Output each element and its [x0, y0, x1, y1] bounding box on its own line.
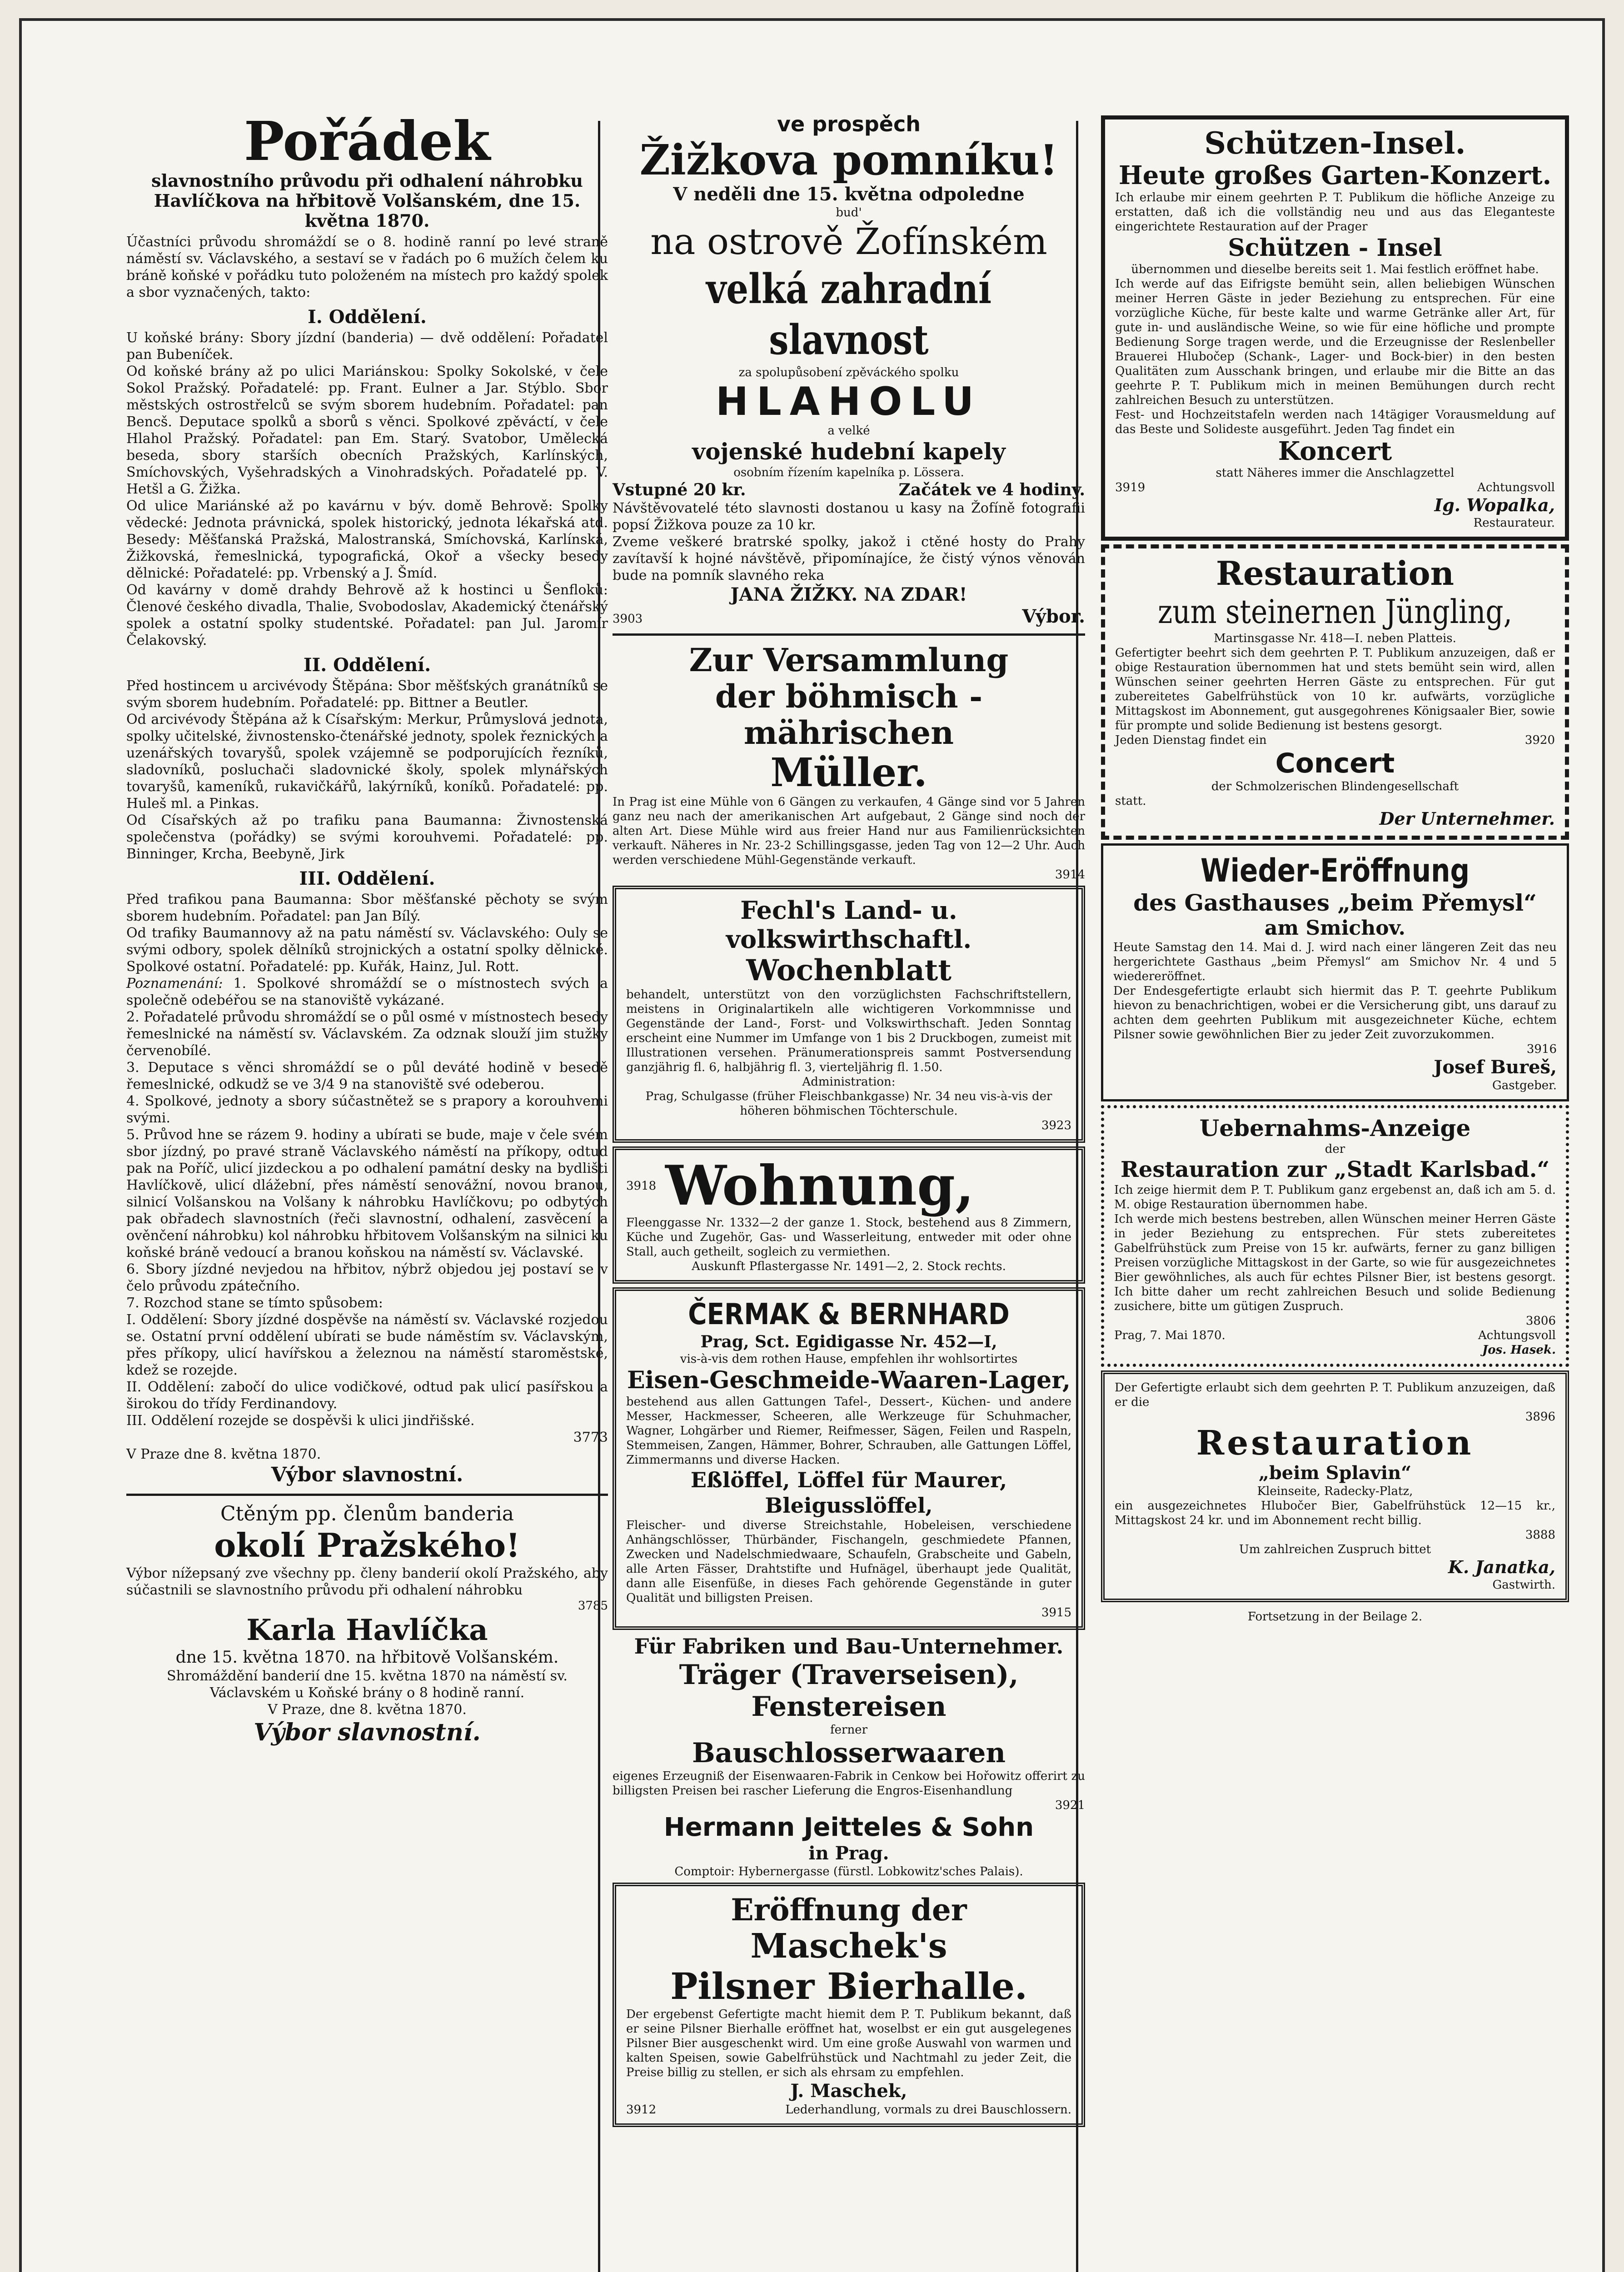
ad-headline: V neděli dne 15. května odpoledne — [673, 184, 1025, 205]
ad-text: ferner — [830, 1723, 867, 1737]
ad-text: Administration: — [802, 1075, 896, 1089]
ad-number: 3912 — [626, 2103, 657, 2117]
note-item: 5. Průvod hne se rázem 9. hodiny a ubírati se bude, maje v čele svém sbor jízdný, po pravé straně Václavského náměstí na příkopy, odtud pak na Poříč, ulicí jizdeckou a po odhalení památní desky na bydlišti Havlíčkově, ulicí dlážební, přes náměstí senovážní, novou branou, silnicí Volšanskou na Volšany k náhrobku Havlíčkovu; po odbytých pak obřadech slavnostních (řeči slavnostní, odhalení, zasvěcení a ověnčení náhrobku) kol náhrobku hřbitovem Volšanským na silnici ku koňské bráně vedoucí a branou koňskou na náměstí sv. Václavské. — [126, 1127, 608, 1261]
divider — [126, 1494, 608, 1496]
ad-text: Der Endesgefertigte erlaubt sich hiermit das P. T. geehrte Publikum hievon zu benachrichtigen, wobei er die Versicherung gibt, uns darauf zu achten dem geehrten Publikum mit ausgezeichneter Küche, echtem Pilsner sowie gewöhnlichen Bier zu jeder Zeit zuvorzukommen. — [1113, 984, 1557, 1041]
ad-headline: der böhmisch - mährischen — [715, 678, 983, 752]
note-item: 1. Spolkové shromáždí se o místnostech svých a společně odebéřou se na stanoviště vykázané. — [126, 976, 608, 1008]
splavin-ad — [1101, 1370, 1569, 1602]
ad-text: übernommen und dieselbe bereits seit 1. Mai festlich eröffnet habe. — [1131, 263, 1539, 276]
ad-text: Návštěvovatelé této slavnosti dostanou u kasy na Žofíně fotografii popsí Žižkova pouze za 10 kr. — [613, 500, 1085, 533]
ad-text: Ich zeige hiermit dem P. T. Publikum ganz ergebenst an, daß ich am 5. d. M. obige Restauration übernommen habe. — [1114, 1183, 1556, 1211]
dateline: V Praze dne 8. května 1870. — [126, 1446, 321, 1462]
paragraph: Od koňské brány až po ulici Mariánskou: Spolky Sokolské, v čele Sokol Pražský. Pořadatelé: pp. Frant. Eulner a Jar. Stýblo. Sbor městských ostrostřelců se svým sborem hudebním. Pořadatel: pan Bencš. Deputace spolků a sborů s věnci. Spolkové zpěváctí, v čele Hlahol Pražský. Pořadatel: pan Em. Starý. Svatobor, Umělecká beseda, sbory starších obecních Pražských, Karlínských, Smíchovských, Vyšehradských a Vinohradských. Pořadatelé pp. V. Hetšl a G. Žižka. — [126, 364, 608, 497]
steinerner-juengling-ad — [1101, 544, 1569, 840]
ad-text: Um zahlreichen Zuspruch bittet — [1239, 1543, 1431, 1556]
column-3 — [1101, 112, 1569, 1624]
note-item: II. Oddělení: zabočí do ulice vodičkové, odtud pak ulicí pasířskou a širokou do třídy Ferdinandovy. — [126, 1379, 608, 1412]
ad-headline: Concert — [1275, 747, 1395, 779]
signature: Der Unternehmer. — [1379, 808, 1555, 829]
signature: Výbor. — [1022, 606, 1085, 627]
ad-headline: Restauration — [1216, 554, 1454, 593]
ad-text: dne 15. května 1870. na hřbitově Volšanském. — [175, 1648, 559, 1667]
ad-text: bestehend aus allen Gattungen Tafel-, Dessert-, Küchen- und andere Messer, Hackmesser, Scheeren, alle Werkzeuge für Schuhmacher, Wagner, Lohgärber und Riemer, Reifmesser, Sägen, Feilen und Raspeln, Stemmeisen, Zangen, Hämmer, Bohrer, Schrauben, alle Gattungen Löffel, Zimmermanns und diverse Hacken. — [626, 1395, 1071, 1467]
ad-text: Auskunft Pflastergasse Nr. 1491—2, 2. Stock rechts. — [692, 1260, 1006, 1273]
footer-note: Fortsetzung in der Beilage 2. — [1247, 1610, 1423, 1624]
ad-number: 3920 — [1524, 733, 1555, 747]
signature: Výbor slavnostní. — [271, 1463, 463, 1486]
note-heading: Poznamenání: — [126, 976, 223, 992]
ad-text: Heute Samstag den 14. Mai d. J. wird nach einer längeren Zeit das neu hergerichtete Gasthaus „beim Přemysl“ am Smichov Nr. 4 und 5 wiedereröffnet. — [1113, 941, 1557, 983]
paragraph: Od Císařských až po trafiku pana Baumanna: Živnostenská společenstva (pořádky) se svými korouhvemi. Pořadatelé: pp. Binninger, Krcha, Beebyně, Jirk — [126, 812, 608, 862]
ad-headline: Schützen - Insel — [1228, 234, 1442, 262]
note-item: 2. Pořadatelé průvodu shromáždí se o půl osmé v místnostech besedy řemeslnické na náměstí sv. Václavském. Za odznak slouží jim stužky červenobílé. — [126, 1009, 608, 1059]
ad-text: statt. — [1115, 794, 1146, 808]
ad-number: 3919 — [1115, 481, 1146, 494]
ad-headline: „beim Splavin“ — [1258, 1462, 1412, 1484]
ad-text: Ich werde mich bestens bestreben, allen Wünschen meiner Herren Gäste in jeder Beziehung zu entsprechen. Für stets zubereitetes Gabelfrühstück zum Preise von 15 kr. aufwärts, ferner zu ganz billigen Preisen vorzügliche Mittagskost in der Garte, so wie für ausgezeichnetes Bier gewöhnliches, als auch für echtes Pilsner Bier, ist bestens gesorgt. Ich bitte daher um recht zahlreichen Besuch und solide Bedienung zusichere, bitte um gütigen Zuspruch. — [1114, 1212, 1556, 1313]
ad-headline: Heute großes Garten-Konzert. — [1118, 160, 1552, 190]
ad-headline: Ctěným pp. členům banderia — [220, 1502, 514, 1525]
ad-text: Martinsgasse Nr. 418—I. neben Platteis. — [1214, 632, 1456, 645]
ad-headline: Uebernahms-Anzeige — [1199, 1115, 1471, 1141]
ad-headline: na ostrově Žofínském — [650, 220, 1047, 263]
ad-headline: ve prospěch — [777, 112, 921, 136]
ad-text: Ich erlaube mir einem geehrten P. T. Publikum die höfliche Anzeige zu erstatten, daß ich die vollständig neu und aus das Eleganteste eingerichtete Restauration auf der Prager — [1115, 191, 1555, 234]
ad-text: statt Näheres immer die Anschlagzettel — [1216, 466, 1455, 480]
ad-text: bud' — [836, 206, 862, 219]
procession-title: Pořádek — [244, 110, 491, 173]
note-item: 4. Spolkové, jednoty a sbory súčastnětež se s prapory a korouhvemi svými. — [126, 1093, 608, 1126]
ad-headline: Eröffnung der — [731, 1892, 967, 1928]
ad-number: 3785 — [578, 1599, 608, 1613]
ad-headline: Wieder-Eröffnung — [1200, 852, 1470, 889]
ad-text: In Prag ist eine Mühle von 6 Gängen zu verkaufen, 4 Gänge sind vor 5 Jahren ganz neu nach der amerikanischen Art aufgebaut, 2 Gänge sind noch der alten Art. Diese Mühle wird aus freier Hand nur aus Familienrücksichten verkauft. Näheres in Nr. 23-2 Schillingsgasse, jeden Tag von 12—2 Uhr. Auch werden verschiedene Mühl-Gegenstände verkauft. — [613, 795, 1085, 867]
ad-text: der Schmolzerischen Blindengesellschaft — [1211, 780, 1459, 793]
ad-headline: Zur Versammlung — [689, 641, 1009, 679]
ad-text: vis-à-vis dem rothen Hause, empfehlen ihr wohlsortirtes — [680, 1352, 1018, 1366]
ad-headline: Müller. — [770, 750, 927, 796]
ad-text: behandelt, unterstützt von den vorzüglichsten Fachschriftstellern, meistens in Originalartikeln alle wichtigeren Vorkommnisse und Gegenstände der Land-, Forst- und Volkswirthschaft. Jeden Sonntag erscheint eine Nummer im Umfange von 1 bis 2 Druckbogen, zumeist mit Illustrationen versehen. Pränumerationspreis sammt Postversendung ganzjährig fl. 6, halbjährig fl. 3, vierteljährig fl. 1.50. — [626, 988, 1071, 1074]
note-item: 3. Deputace s věnci shromáždí se o půl deváté hodině v besedě řemeslnické, odkudž se ve 3/4 9 na stanoviště své odeberou. — [126, 1060, 608, 1092]
note-item: 7. Rozchod stane se tímto spůsobem: — [126, 1295, 383, 1311]
ad-text: Der Gefertigte erlaubt sich dem geehrten P. T. Publikum anzuzeigen, daß er die — [1115, 1381, 1555, 1409]
section-heading: III. Oddělení. — [299, 868, 435, 889]
ad-headline: Maschek's — [750, 1927, 947, 1966]
wohnung-ad — [613, 1146, 1085, 1284]
ad-text: Lederhandlung, vormals zu drei Bauschlossern. — [785, 2103, 1071, 2117]
schuetzen-insel-ad — [1101, 115, 1569, 541]
signature: Ig. Wopalka, — [1434, 495, 1555, 515]
ad-headline: des Gasthauses „beim Přemysl“ — [1133, 889, 1537, 916]
ad-text: der — [1325, 1142, 1345, 1156]
column-1 — [126, 112, 608, 1747]
section-heading: I. Oddělení. — [308, 306, 427, 328]
ad-text: Ich werde auf das Eifrigste bemüht sein, allen beliebigen Wünschen meiner Herren Gäste in jeder Beziehung zu entsprechen. Für eine vorzügliche Küche, für beste kalte und warme Getränke aller Art, für gute in- und ausländische Weine, so wie für eine höfliche und prompte Bedienung Sorge tragen werde, und die Erzeugnisse der Reslenbeller Brauerei Hlubočep (Schank-, Lager- und Bock-bier) in den besten Qualitäten zum Ausschank bringen, und erlaube mir die Bitte an das geehrte P. T. Publikum mich in meinen Bemühungen durch recht zahlreichen Besuch zu unterstützen. — [1115, 277, 1555, 407]
role: Restaurateur. — [1473, 516, 1555, 530]
ad-headline: Schützen-Insel. — [1204, 125, 1466, 161]
procession-subtitle: slavnostního průvodu při odhalení náhrobku Havlíčkova na hřbitově Volšanském, dne 15. května 1870. — [151, 170, 583, 231]
ad-headline: Žižkova pomníku! — [639, 135, 1058, 184]
ad-name: Karla Havlíčka — [246, 1613, 488, 1647]
ad-headline: Träger (Traverseisen), Fenstereisen — [679, 1659, 1019, 1723]
ad-text: a velké — [827, 424, 870, 438]
ad-number: 3903 — [613, 612, 643, 626]
ad-text: Shromáždění banderií dne 15. května 1870 na náměstí sv. Václavském u Koňské brány o 8 hodině ranní. — [167, 1668, 568, 1701]
ad-text: Kleinseite, Radecky-Platz, — [1257, 1485, 1413, 1498]
greeting: Achtungsvoll — [1477, 481, 1555, 494]
start-time: Začátek ve 4 hodiny. — [898, 480, 1085, 499]
ad-text: Fleischer- und diverse Streichstahle, Hobeleisen, verschiedene Anhängschlösser, Thürbänder, Fischangeln, geschmiedete Pfannen, Zwecken und Nadelschmiedwaare, Schaufeln, Grabscheite und Gabeln, alle Arten Fässer, Drahtstifte und Hufnägel, überhaupt jede Qualität, dann alle Eisenfüße, in dieses Fach gehörende Gegenstände in guter Qualität und billigsten Preisen. — [626, 1519, 1071, 1605]
cermak-ad — [613, 1287, 1085, 1630]
ad-headline: Wochenblatt — [746, 953, 951, 987]
dateline: Prag, 7. Mai 1870. — [1114, 1329, 1225, 1342]
ad-headline: am Smichov. — [1264, 917, 1406, 940]
ad-text: in Prag. — [808, 1843, 889, 1864]
ad-text: Fleenggasse Nr. 1332—2 der ganze 1. Stock, bestehend aus 8 Zimmern, Küche und Zugehör, Gas- und Wasserleitung, entweder mit oder ohne Stall, auch getheilt, sogleich zu vermiethen. — [626, 1216, 1071, 1259]
jeitteles-ad — [613, 1634, 1085, 1879]
paragraph: Před hostincem u arcivévody Štěpána: Sbor měšťských granátníků se svým sborem hudebním. Pořadatelé: pp. Bittner a Beutler. — [126, 678, 608, 711]
ad-headline: ČERMAK & BERNHARD — [688, 1298, 1010, 1331]
note-item: I. Oddělení: Sbory jízdné dospěvše na náměstí sv. Václavské rozjedou se. Ostatní první oddělení ubírati se bude náměstím sv. Václavským, přes příkopy, ulicí havířskou a železnou na náměstí staroměstské, kdež se rozejde. — [126, 1312, 608, 1378]
ad-number: 3915 — [1041, 1606, 1071, 1619]
maschek-ad — [613, 1883, 1085, 2127]
ad-headline: Restauration — [1196, 1424, 1474, 1463]
ad-headline: zum steinernen Jüngling, — [1157, 593, 1513, 631]
ad-headline: Pilsner Bierhalle. — [670, 1965, 1027, 2008]
ad-text: Jeden Dienstag findet ein — [1115, 733, 1267, 747]
slogan: JANA ŽIŽKY. NA ZDAR! — [730, 584, 967, 605]
mill-ad — [613, 642, 1085, 882]
ad-number: 3916 — [1526, 1042, 1557, 1056]
ad-text: Fest- und Hochzeitstafeln werden nach 14tägiger Vorausmeldung auf das Beste und Solideste ausgeführt. Jeden Tag findet ein — [1115, 408, 1555, 436]
signature: Josef Bureš, — [1434, 1056, 1557, 1078]
signature: Jos. Hasek. — [1482, 1343, 1556, 1357]
paragraph: Od trafiky Baumannovy až na patu náměstí sv. Václavského: Ouly se svými odbory, spolek dělníků strojnických a ostatní spolky dělnické. Spolkové ostatní. Pořadatelé: pp. Kuřák, Hainz, Jul. Rott. — [126, 925, 608, 975]
procession-intro: Účastníci průvodu shromáždí se o 8. hodině ranní po levé straně náměstí sv. Václavského, a sestaví se v řadách po 6 mužích čelem ku bráně koňské v pořádku tuto položeném na místech pro každý spolek a sbor vyznačených, takto: — [126, 234, 608, 300]
ad-headline: velká zahradní slavnost — [706, 265, 992, 364]
newspaper-page — [19, 18, 1605, 2272]
ad-text: Prag, Schulgasse (früher Fleischbankgasse) Nr. 34 neu vis-à-vis der höheren böhmischen Töchterschule. — [645, 1090, 1052, 1118]
paragraph: Od ulice Mariánské až po kavárnu v býv. domě Behrově: Spolky vědecké: Jednota právnická, spolek historický, jednota lékařská atd. Besedy: Měšťanská Pražská, Malostranská, Smíchovská, Karlínská, Žižkovská, řemeslnická, typografická, Okoř a všecky besedy dělnické: Pořadatelé: pp. Vrbenský a J. Šmíd. — [126, 498, 608, 581]
ad-headline: Restauration zur „Stadt Karlsbad.“ — [1120, 1157, 1550, 1182]
ad-text: osobním řízením kapelníka p. Lössera. — [733, 466, 964, 479]
ad-text: Prag, Sct. Egidigasse Nr. 452—I, — [700, 1332, 997, 1351]
ad-name: Hermann Jeitteles & Sohn — [663, 1813, 1034, 1842]
ad-number: 3923 — [1041, 1119, 1071, 1132]
ad-headline: Koncert — [1278, 436, 1392, 466]
note-item: III. Oddělení rozejde se dospěvši k ulici jindřišské. — [126, 1413, 475, 1429]
ad-text: Výbor nížepsaný zve všechny pp. členy banderií okolí Pražského, aby súčastnili se slavnostního průvodu při odhalení náhrobku — [126, 1565, 608, 1598]
ad-text: Comptoir: Hybernergasse (fürstl. Lobkowitz'sches Palais). — [674, 1865, 1023, 1878]
ad-headline: Für Fabriken und Bau-Unternehmer. — [634, 1634, 1064, 1659]
dateline: V Praze, dne 8. května 1870. — [268, 1702, 467, 1718]
section-heading: II. Oddělení. — [303, 654, 431, 676]
hlahol-title: HLAHOLU — [716, 379, 982, 424]
ad-number: 3921 — [1055, 1799, 1085, 1812]
premysl-ad — [1101, 843, 1569, 1101]
ad-number: 3773 — [573, 1430, 608, 1445]
ad-text: Zveme veškeré bratrské spolky, jakož i ctěné hosty do Prahy zavítavší k hojné návštěvě, připomínajíce, že čistý výnos věnován bude na pomník slavného reka — [613, 534, 1085, 583]
column-2 — [613, 112, 1085, 2131]
ad-number: 3918 — [626, 1179, 657, 1193]
ad-headline: vojenské hudební kapely — [692, 438, 1006, 465]
ad-headline: Eisen-Geschmeide-Waaren-Lager, — [627, 1366, 1071, 1394]
ad-headline: Wohnung, — [665, 1154, 974, 1218]
ad-text: ein ausgezeichnetes Hlubočer Bier, Gabelfrühstück 12—15 kr., Mittagskost 24 kr. und im Abonnement recht billig. — [1115, 1499, 1555, 1527]
role: Gastgeber. — [1492, 1079, 1557, 1092]
divider — [613, 633, 1085, 636]
signature: J. Maschek, — [790, 2080, 907, 2102]
ad-text: eigenes Erzeugniß der Eisenwaaren-Fabrik in Cenkow bei Hořowitz offerirt zu billigsten Preisen bei rascher Lieferung die Engros-Eisenhandlung — [613, 1769, 1085, 1798]
note-item: 6. Sbory jízdné nevjedou na hřbitov, nýbrž objedou jej postaví se v čelo průvodu zpátečního. — [126, 1261, 608, 1294]
paragraph: Před trafikou pana Baumanna: Sbor měšťanské pěchoty se svým sborem hudebním. Pořadatel: pan Jan Bílý. — [126, 892, 608, 924]
ad-text: Der ergebenst Gefertigte macht hiemit dem P. T. Publikum bekannt, daß er seine Pilsner Bierhalle eröffnet hat, woselbst er ein gut ausgelegenes Pilsner Bier ausgeschenkt wird. Um eine große Auswahl von warmen und kalten Speisen, sowie Gabelfrühstück und Nachtmahl zu jeder Zeit, die Preise billig zu stellen, er sich als ehrsam zu empfehlen. — [626, 2008, 1071, 2079]
ad-headline: Bauschlosserwaaren — [692, 1737, 1006, 1769]
ad-number: 3888 — [1525, 1528, 1555, 1542]
signature: Výbor slavnostní. — [254, 1719, 481, 1746]
zizka-ad — [613, 112, 1085, 627]
ad-text: Gefertigter beehrt sich dem geehrten P. T. Publikum anzuzeigen, daß er obige Restauration übernommen hat und stets bemüht sein wird, allen Wünschen seiner geehrten Herren Gäste zu entsprechen. Für gut zubereitetes Gabelfrühstück von 10 kr. aufwärts, vorzügliche Mittagskost im Abonnement, gut ausgegohrenes Königsaaler Bier, sowie für prompte und solide Bedienung ist bestens gesorgt. — [1115, 646, 1555, 732]
signature: K. Janatka, — [1448, 1557, 1555, 1577]
ad-headline: Eßlöffel, Löffel für Maurer, Bleigusslöffel, — [690, 1468, 1007, 1518]
entry-fee: Vstupné 20 kr. — [613, 480, 746, 499]
wochenblatt-ad — [613, 886, 1085, 1143]
paragraph: U koňské brány: Sbory jízdní (banderia) — dvě oddělení: Pořadatel pan Bubeníček. — [126, 330, 608, 363]
ad-headline: Fechl's Land- u. volkswirthschaftl. — [726, 896, 972, 954]
paragraph: Od arcivévody Štěpána až k Císařským: Merkur, Průmyslová jednota, spolky učitelské, živnostensko-čtenářské jednoty, spolek řeznických a uzenářských tovaryšů, spolek vzájemně se podporujících řezníků, sladovníků, posluchači sladovnické školy, spolek mlynářských tovaryšů, kameníků, rukavičkářů, lakýrníků, koníků. Pořadatelé: pp. Huleš ml. a Pinkas. — [126, 712, 608, 812]
ad-number: 3914 — [1055, 868, 1085, 882]
ad-text: za spolupůsobení zpěváckého spolku — [738, 366, 959, 379]
paragraph: Od kavárny v domě drahdy Behrově až k hostinci u Šenfloků: Členové českého divadla, Thalie, Svobodoslav, Akademický čtenářský spolek a ostatní spolky studentské. Pořadatel: pan Jul. Jaromír Čelakovský. — [126, 582, 608, 648]
ad-number: 3896 — [1525, 1410, 1555, 1424]
karlsbad-ad — [1101, 1105, 1569, 1367]
ad-headline: okolí Pražského! — [214, 1526, 520, 1564]
greeting: Achtungsvoll — [1478, 1329, 1556, 1342]
role: Gastwirth. — [1492, 1578, 1555, 1592]
ad-number: 3806 — [1525, 1314, 1556, 1328]
